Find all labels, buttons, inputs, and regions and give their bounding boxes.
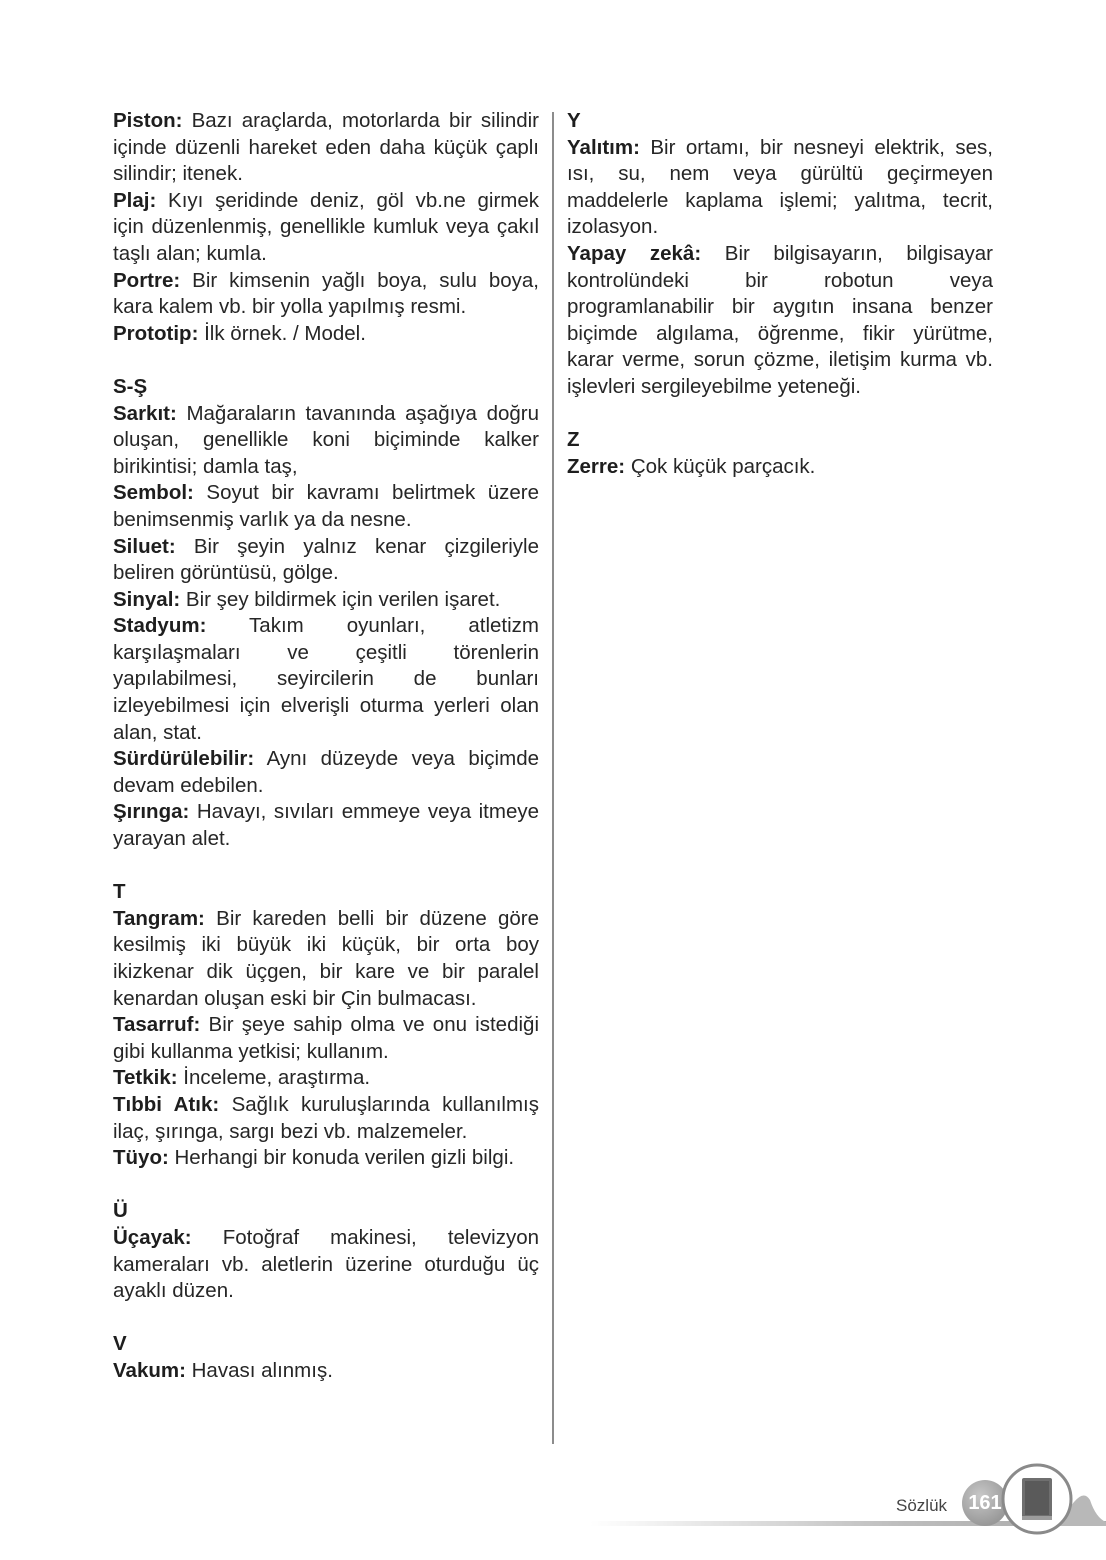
glossary-entry-prototip <box>113 321 539 348</box>
entry-term: Siluet: <box>113 534 176 558</box>
section-z <box>567 427 993 480</box>
entry-term: Tangram: <box>113 906 205 930</box>
glossary-entry-tangram <box>113 906 539 1012</box>
entry-term: Tıbbi Atık: <box>113 1092 220 1116</box>
glossary-entry-tasarruf <box>113 1012 539 1065</box>
glossary-entry-piston <box>113 108 539 188</box>
entry-definition: Aynı düzeyde veya biçimde devam edebilen. <box>113 747 539 797</box>
entry-term: Piston: <box>113 109 183 132</box>
right-column <box>567 108 993 507</box>
glossary-entry-ucayak <box>113 1225 539 1305</box>
entry-term: Vakum: <box>113 1358 186 1382</box>
section-letter: V <box>113 1332 127 1356</box>
page-number-badge: 161 <box>962 1480 1008 1526</box>
glossary-entry-sembol <box>113 480 539 533</box>
entry-term: Yapay zekâ: <box>567 241 702 265</box>
entry-definition: Bazı araçlarda, motorlarda bir silindir içinde düzenli hareket eden daha küçük çaplı silindir; itenek. <box>113 109 540 186</box>
entry-definition: Kıyı şeridinde deniz, göl vb.ne girmek için düzenlenmiş, genellikle kumluk veya çakıl taşlı alan; kumla. <box>113 188 539 265</box>
entry-term: Sembol: <box>113 481 194 505</box>
entry-definition: Bir şeyin yalnız kenar çizgileriyle beliren görüntüsü, gölge. <box>113 534 540 585</box>
entry-definition: Havası alınmış. <box>191 1358 333 1382</box>
glossary-entry-plaj <box>113 188 539 268</box>
entry-term: Stadyum: <box>113 614 207 638</box>
footer-section-label: Sözlük <box>896 1496 948 1515</box>
entry-definition: Bir ortamı, bir nesneyi elektrik, ses, ısı, su, nem veya gürültü geçirmeyen maddelerle kaplama işlemi; yalıtma, tecrit, izolasyon. <box>567 135 993 239</box>
section-letter: Z <box>567 428 580 452</box>
entry-term: Sürdürülebilir: <box>113 747 255 771</box>
glossary-entry-yalitim <box>567 135 993 241</box>
entry-definition: Bir bilgisayarın, bilgisayar kontrolündeki bir robotun veya programlanabilir bir aygıtın insana benzer biçimde algılama, öğrenme, fikir yürütme, karar verme, sorun çözme, iletişim kurma vb. işlevleri sergileyebilme yeteneği. <box>567 241 993 398</box>
book-icon <box>1000 1462 1074 1536</box>
entry-definition: Bir şey bildirmek için verilen işaret. <box>185 587 501 611</box>
entry-definition: Sağlık kuruluşlarında kullanılmış ilaç, şırınga, sargı bezi vb. malzemeler. <box>113 1092 539 1143</box>
glossary-entry-zerre <box>567 454 993 481</box>
entry-definition: Takım oyunları, atletizm karşılaşmaları ve çeşitli törenlerin yapılabilmesi, seyircilerin de bunları izleyebilmesi için elverişli oturma yerleri olan alan, stat. <box>113 614 539 744</box>
glossary-entry-vakum <box>113 1358 539 1385</box>
entry-term: Tetkik: <box>113 1066 178 1090</box>
glossary-entry-portre <box>113 268 539 321</box>
glossary-entry-yapay-zeka <box>567 241 993 401</box>
section-p <box>113 108 539 347</box>
glossary-entry-tibbi-atik <box>113 1092 539 1145</box>
entry-term: Prototip: <box>113 321 199 345</box>
glossary-entry-sarkit <box>113 401 539 481</box>
section-u <box>113 1198 539 1304</box>
entry-definition: Bir kareden belli bir düzene göre kesilmiş iki büyük iki küçük, bir orta boy ikizkenar dik üçgen, bir kare ve bir paralel kenardan oluşan eski bir Çin bulmacası. <box>113 906 539 1010</box>
entry-term: Portre: <box>113 268 181 292</box>
glossary-entry-tuyo <box>113 1145 539 1172</box>
section-letter: S-Ş <box>113 374 148 398</box>
entry-term: Yalıtım: <box>567 135 640 159</box>
entry-term: Tüyo: <box>113 1146 169 1170</box>
glossary-entry-surdurulebilir <box>113 746 539 799</box>
entry-definition: Mağaraların tavanında aşağıya doğru oluşan, genellikle koni biçiminde kalker birikintisi; damla taş, <box>113 401 539 478</box>
entry-definition: İnceleme, araştırma. <box>183 1066 371 1090</box>
column-divider <box>552 112 554 1444</box>
entry-term: Üçayak: <box>113 1225 192 1249</box>
entry-definition: Bir kimsenin yağlı boya, sulu boya, kara kalem vb. bir yolla yapılmış resmi. <box>113 268 539 319</box>
entry-term: Sinyal: <box>113 587 181 611</box>
section-v <box>113 1331 539 1384</box>
entry-term: Sarkıt: <box>113 401 177 425</box>
section-letter: Y <box>567 109 581 132</box>
entry-definition: Havayı, sıvıları emmeye veya itmeye yarayan alet. <box>113 800 540 851</box>
section-s <box>113 374 539 853</box>
left-column <box>113 108 539 1411</box>
glossary-entry-stadyum <box>113 613 539 746</box>
glossary-entry-sinyal <box>113 587 539 614</box>
section-letter: T <box>113 880 126 904</box>
glossary-entry-siringa <box>113 799 539 852</box>
entry-definition: Bir şeye sahip olma ve onu istediği gibi kullanma yetkisi; kullanım. <box>113 1013 539 1063</box>
section-letter: Ü <box>113 1199 128 1223</box>
section-y <box>567 108 993 401</box>
entry-definition: İlk örnek. / Model. <box>204 321 366 345</box>
section-t <box>113 879 539 1172</box>
entry-term: Plaj: <box>113 188 157 212</box>
glossary-entry-siluet <box>113 534 539 587</box>
entry-definition: Herhangi bir konuda verilen gizli bilgi. <box>174 1146 515 1170</box>
entry-term: Tasarruf: <box>113 1013 201 1037</box>
entry-term: Şırınga: <box>113 800 190 824</box>
entry-term: Zerre: <box>567 454 626 478</box>
entry-definition: Fotoğraf makinesi, televizyon kameraları vb. aletlerin üzerine oturduğu üç ayaklı düzen. <box>113 1225 539 1303</box>
entry-definition: Soyut bir kavramı belirtmek üzere benimsenmiş varlık ya da nesne. <box>113 481 539 531</box>
glossary-entry-tetkik <box>113 1065 539 1092</box>
entry-definition: Çok küçük parçacık. <box>630 454 816 478</box>
